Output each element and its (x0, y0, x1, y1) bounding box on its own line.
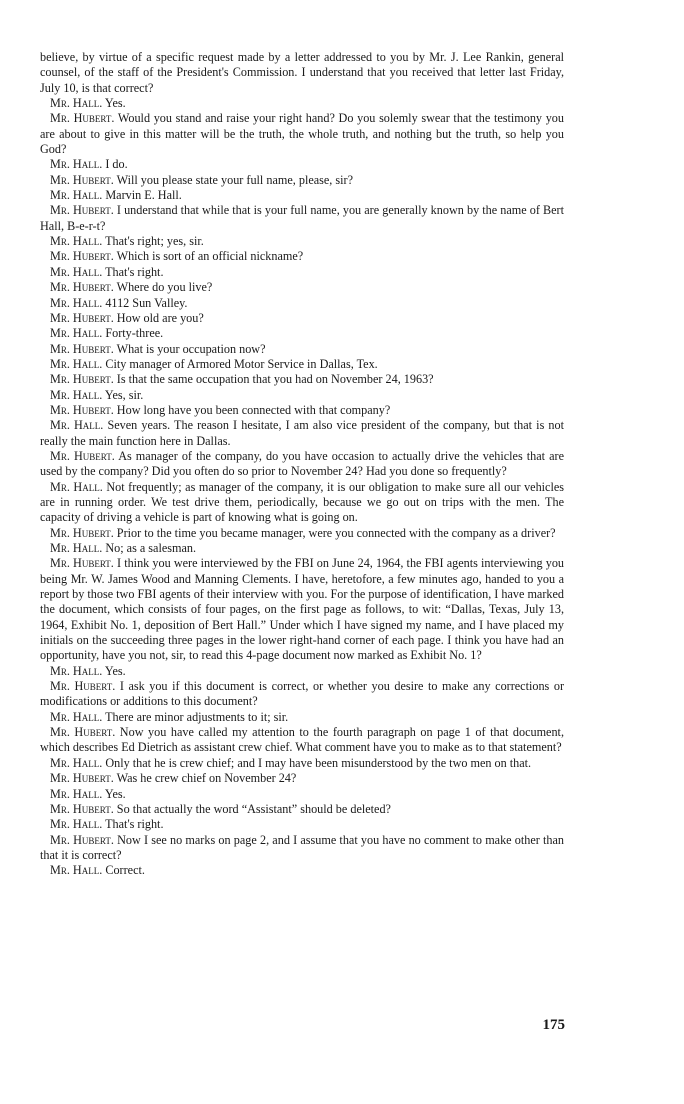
transcript-paragraph (40, 249, 564, 264)
speaker-label: Mr. Hubert. (50, 172, 114, 187)
transcript-paragraph (40, 833, 564, 864)
speech-text: There are minor adjustments to it; sir. (105, 709, 289, 724)
speech-text: How long have you been connected with that company? (116, 402, 391, 417)
transcript-paragraph (40, 265, 564, 280)
transcript-paragraph (40, 556, 564, 663)
speech-text: Yes. (104, 663, 126, 678)
speech-text: Yes. (104, 96, 126, 111)
speaker-label: Mr. Hubert. (50, 310, 114, 325)
transcript-paragraph (40, 280, 564, 295)
transcript-paragraph (40, 863, 564, 878)
transcript-paragraph (40, 357, 564, 372)
speech-text: As manager of the company, do you have occasion to actually drive the vehicles that are used by the company? Did you often do so prior to November 24? Had you done so frequently? (40, 448, 564, 479)
transcript-paragraph (40, 111, 564, 157)
speech-text: I do. (105, 157, 128, 172)
page-number: 175 (542, 1017, 565, 1033)
transcript-paragraph (40, 725, 564, 756)
transcript-paragraph (40, 173, 564, 188)
transcript-paragraph (40, 403, 564, 418)
transcript-paragraph (40, 188, 564, 203)
speech-text: I ask you if this document is correct, or whether you desire to make any corrections or modifications or additions to this document? (40, 679, 565, 709)
transcript-paragraph (40, 526, 564, 541)
speech-text: Where do you live? (116, 280, 213, 295)
speech-text: Only that he is crew chief; and I may have been misunderstood by the two men on that. (105, 755, 532, 770)
transcript-paragraph (40, 157, 564, 172)
speech-text: City manager of Armored Motor Service in Dallas, Tex. (105, 356, 378, 371)
transcript-paragraph (40, 449, 564, 480)
speaker-label: Mr. Hall. (50, 188, 103, 203)
speaker-label: Mr. Hubert. (50, 771, 114, 786)
speaker-label: Mr. Hall. (50, 663, 103, 678)
speech-text: So that actually the word “Assistant” should be deleted? (116, 801, 391, 816)
speaker-label: Mr. Hall. (50, 96, 103, 111)
speaker-label: Mr. Hubert. (50, 832, 114, 847)
speech-text: That's right. (105, 264, 164, 279)
speech-text: Which is sort of an official nickname? (116, 249, 304, 264)
speech-text: How old are you? (116, 310, 204, 325)
transcript-paragraph (40, 679, 564, 710)
speech-text: Forty-three. (105, 326, 164, 341)
speech-text: Is that the same occupation that you had on November 24, 1963? (116, 372, 434, 387)
speech-text: Not frequently; as manager of the company, it is our obligation to make sure all our vehicles are in running order. We test drive them, periodically, because we go out on trips with the men. The capacity of driving a vehicle is part of knowing what is going on. (40, 479, 564, 525)
speaker-label: Mr. Hall. (50, 541, 103, 555)
speaker-label: Mr. Hubert. (50, 280, 114, 295)
speech-text: Now you have called my attention to the fourth paragraph on page 1 of that document, which describes Ed Dietrich as assistant crew chief. What comment have you to make as to that statement? (40, 725, 564, 755)
speaker-label: Mr. Hubert. (50, 525, 114, 540)
speaker-label: Mr. Hall. (50, 157, 103, 172)
speaker-label: Mr. Hubert. (50, 203, 114, 218)
speaker-label: Mr. Hall. (50, 755, 103, 770)
speech-text: Was he crew chief on November 24? (116, 771, 297, 786)
speaker-label: Mr. Hall. (50, 786, 103, 801)
transcript-paragraph (40, 388, 564, 403)
speaker-label: Mr. Hall. (50, 817, 103, 832)
speech-text: What is your occupation now? (116, 341, 266, 356)
transcript-paragraph (40, 541, 564, 556)
speaker-label: Mr. Hubert. (50, 341, 114, 356)
speech-text: That's right. (105, 817, 164, 832)
speech-text: Correct. (105, 863, 145, 878)
speaker-label: Mr. Hubert. (50, 725, 116, 740)
transcript-paragraph (40, 203, 564, 234)
transcript-paragraph (40, 96, 564, 111)
speech-text: Seven years. The reason I hesitate, I am also vice president of the company, but that is not really the main function here in Dallas. (40, 418, 565, 448)
transcript-paragraph (40, 664, 564, 679)
transcript-paragraph (40, 817, 564, 832)
transcript-paragraph (40, 771, 564, 786)
speech-text: Now I see no marks on page 2, and I assume that you have no comment to make other than that it is correct? (40, 832, 565, 862)
transcript-body (40, 50, 564, 879)
transcript-paragraph (40, 296, 564, 311)
speaker-label: Mr. Hubert. (50, 111, 115, 126)
speaker-label: Mr. Hall. (50, 387, 103, 402)
speaker-label: Mr. Hall. (50, 863, 103, 878)
speech-text: I understand that while that is your full name, you are generally known by the name of Bert Hall, B-e-r-t? (40, 203, 564, 233)
speaker-label: Mr. Hubert. (50, 402, 114, 417)
speaker-label: Mr. Hubert. (50, 801, 114, 816)
speech-text: believe, by virtue of a specific request made by a letter addressed to you by Mr. J. Lee Rankin, general counsel, of the staff of the President's Commission. I understand that you received that letter last Friday, July 10, is that correct? (40, 50, 564, 95)
speech-text: Marvin E. Hall. (105, 188, 182, 203)
speaker-label: Mr. Hall. (50, 356, 103, 371)
speech-text: 4112 Sun Valley. (105, 295, 188, 310)
speaker-label: Mr. Hall. (50, 479, 103, 494)
speaker-label: Mr. Hall. (50, 295, 103, 310)
speech-text: Will you please state your full name, please, sir? (116, 172, 353, 187)
speaker-label: Mr. Hall. (50, 234, 103, 249)
transcript-paragraph (40, 372, 564, 387)
transcript-paragraph (40, 480, 564, 526)
speech-text: Yes, sir. (104, 387, 144, 402)
speaker-label: Mr. Hubert. (50, 556, 114, 571)
transcript-paragraph (40, 342, 564, 357)
speech-text: No; as a salesman. (105, 541, 197, 555)
transcript-paragraph (40, 50, 564, 96)
speech-text: Would you stand and raise your right hand? Do you solemly swear that the testimony you are about to give in this matter will be the truth, the whole truth, and nothing but the truth, so help you God? (40, 111, 564, 157)
speech-text: Prior to the time you became manager, were you connected with the company as a driver? (116, 525, 556, 540)
speaker-label: Mr. Hall. (50, 326, 103, 341)
transcript-paragraph (40, 802, 564, 817)
speech-text: That's right; yes, sir. (105, 234, 204, 249)
speech-text: Yes. (104, 786, 126, 801)
transcript-paragraph (40, 787, 564, 802)
transcript-paragraph (40, 326, 564, 341)
transcript-paragraph (40, 418, 564, 449)
speech-text: I think you were interviewed by the FBI on June 24, 1964, the FBI agents interviewing you being Mr. W. James Wood and Manning Clements. I have, heretofore, a few minutes ago, handed to you a report by those two FBI agents of their interview with you. For the purpose of identification, I have marked the document, which consists of four pages, on the first page as follows, to wit: “Dallas, Texas, July 13, 1964, Exhibit No. 1, deposition of Bert Hall.” Under which I have signed my name, and I have placed my initials on the succeeding three pages in the lower right-hand corner of each page. I think you have had an opportunity, have you not, sir, to read this 4-page document now marked as Exhibit No. 1? (40, 556, 565, 663)
speaker-label: Mr. Hubert. (50, 249, 114, 264)
speaker-label: Mr. Hall. (50, 264, 103, 279)
speaker-label: Mr. Hall. (50, 709, 103, 724)
speaker-label: Mr. Hall. (50, 418, 104, 433)
transcript-paragraph (40, 710, 564, 725)
transcript-paragraph (40, 756, 564, 771)
transcript-paragraph (40, 234, 564, 249)
transcript-paragraph (40, 311, 564, 326)
speaker-label: Mr. Hubert. (50, 448, 115, 463)
speaker-label: Mr. Hubert. (50, 679, 116, 694)
speaker-label: Mr. Hubert. (50, 372, 114, 387)
